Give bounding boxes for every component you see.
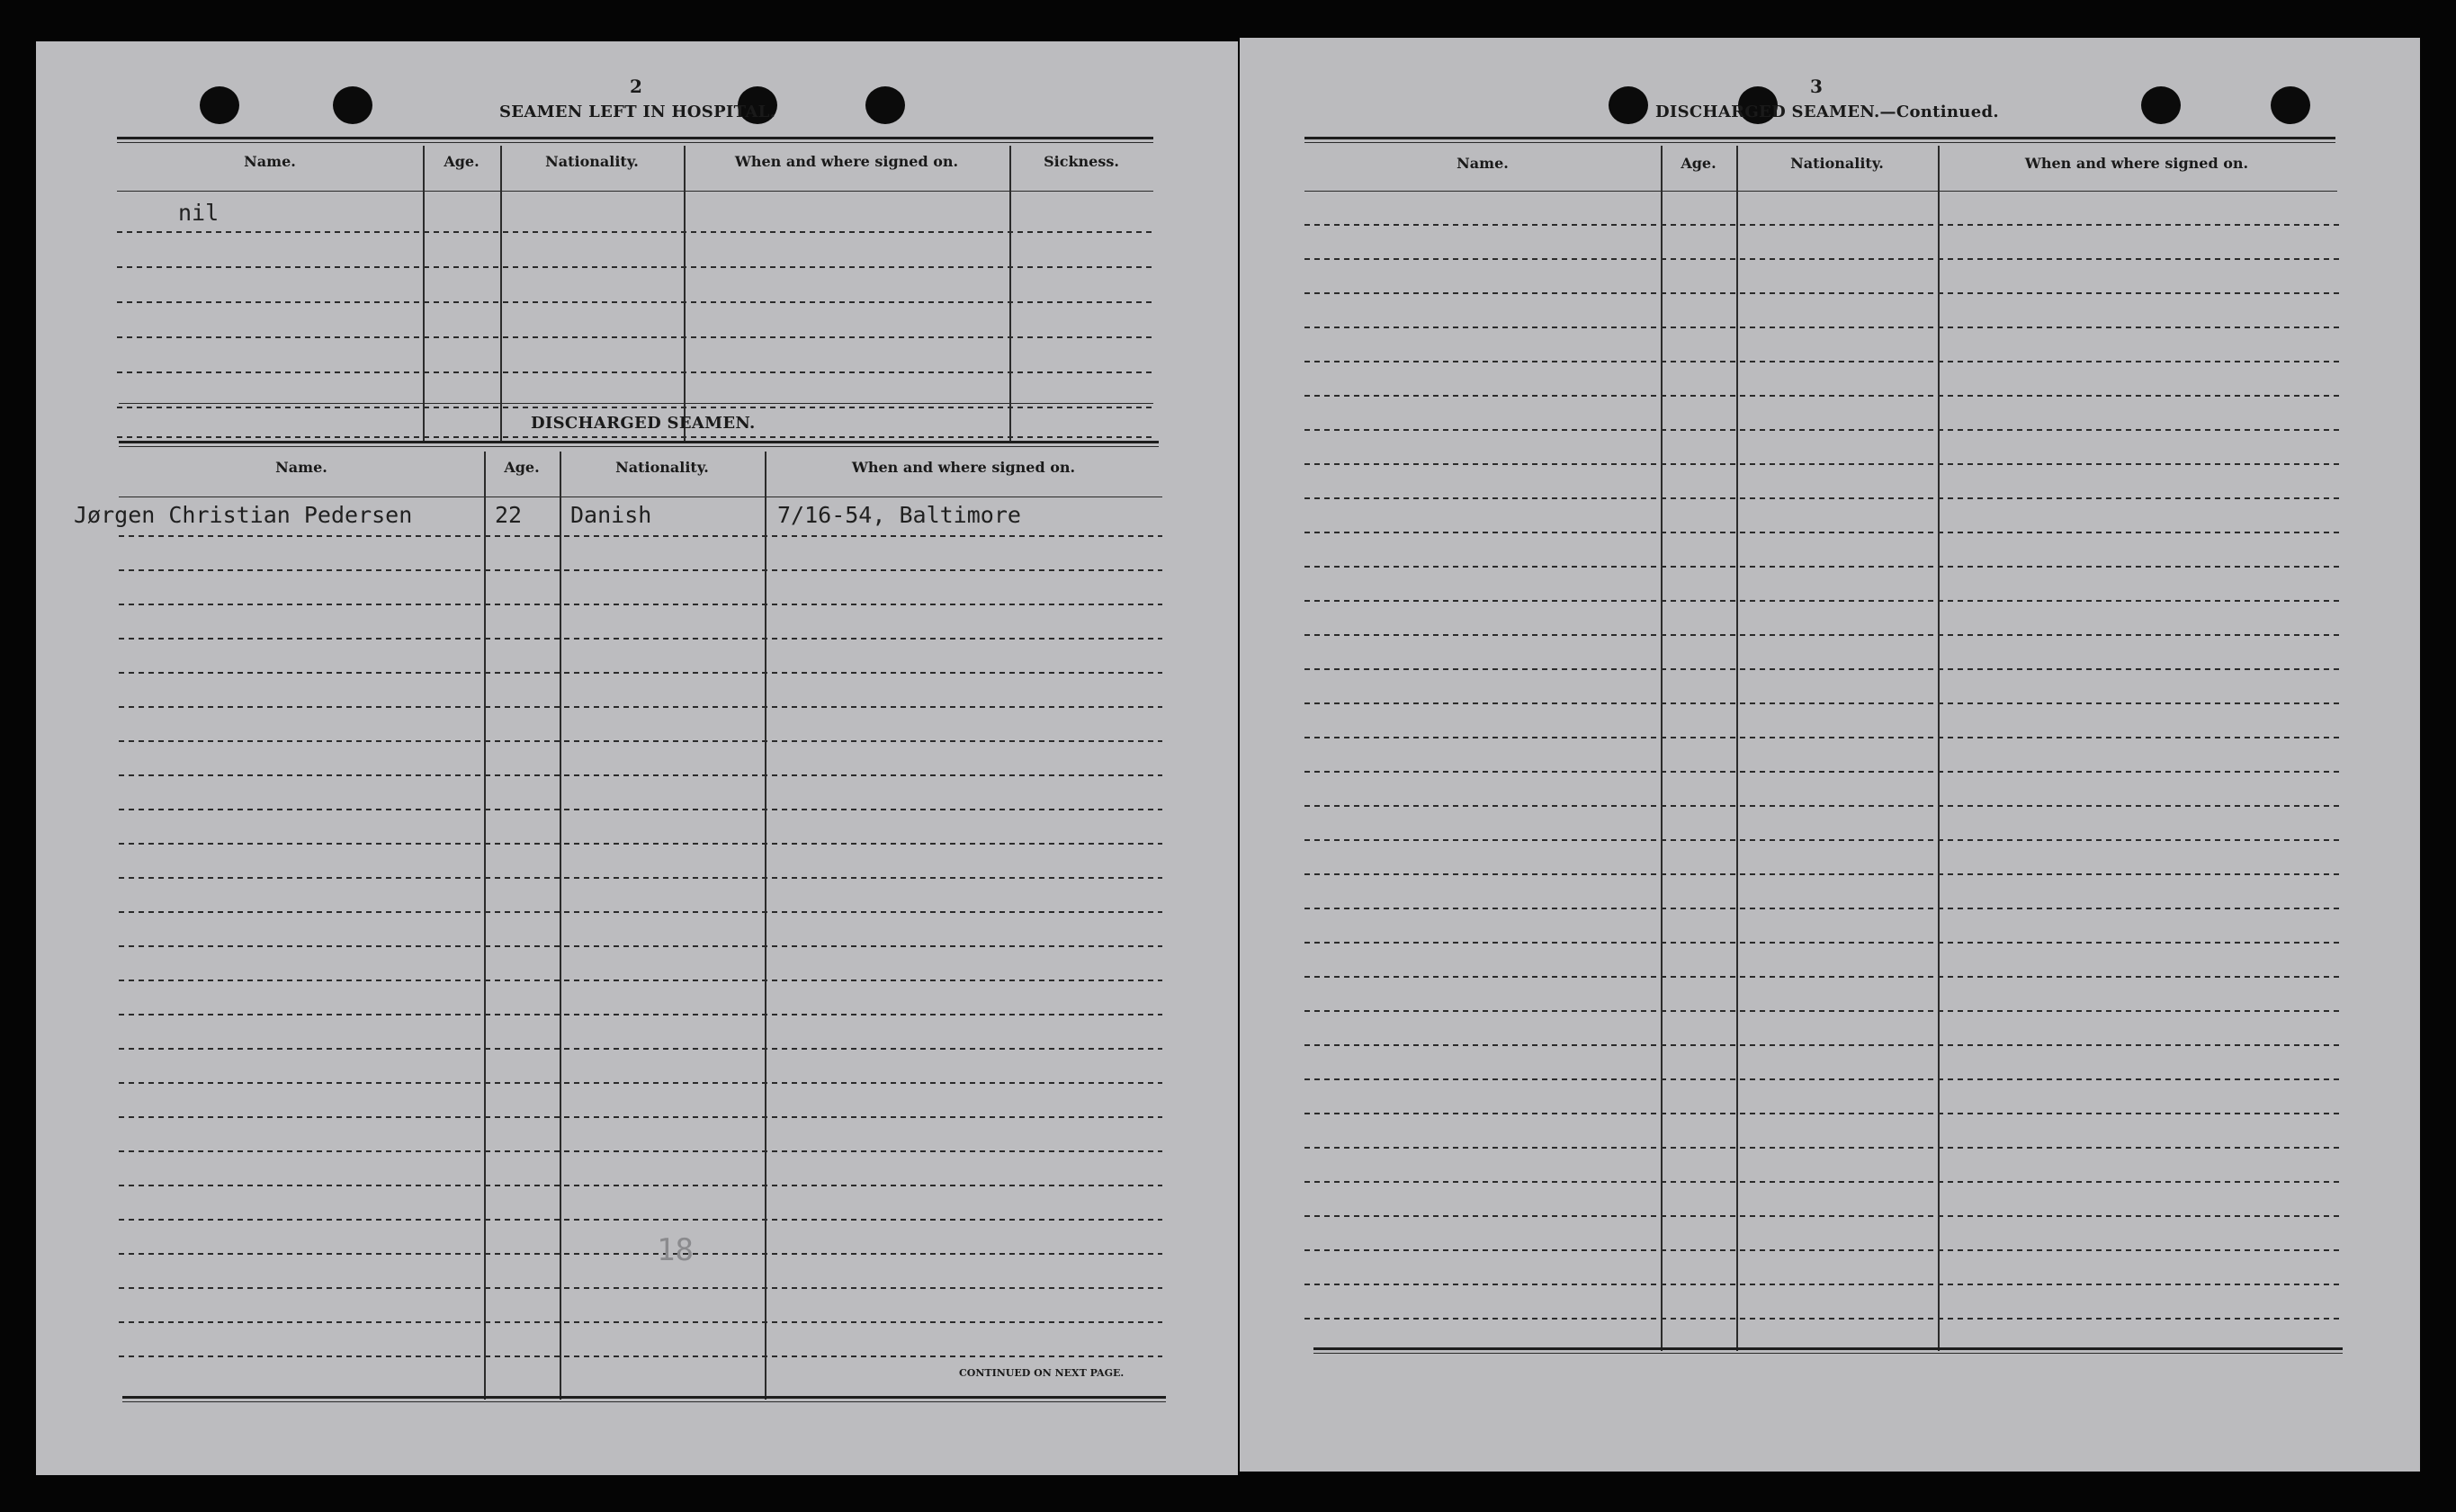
col-header-signed-on: When and where signed on. bbox=[734, 153, 959, 170]
punch-hole bbox=[2271, 86, 2310, 124]
punch-hole bbox=[200, 86, 239, 124]
col-header-signed-on: When and where signed on. bbox=[851, 459, 1076, 476]
page-number: 3 bbox=[1810, 76, 1823, 97]
discharged-section-title: DISCHARGED SEAMEN. bbox=[531, 414, 756, 433]
header-underline bbox=[1304, 191, 2337, 192]
section-rule bbox=[119, 403, 1153, 404]
table-top-rule bbox=[1304, 137, 2335, 139]
col-header-age: Age. bbox=[444, 153, 480, 170]
seaman-age: 22 bbox=[495, 502, 523, 528]
seaman-signed-on: 7/16-54, Baltimore bbox=[777, 502, 1021, 528]
col-header-sickness: Sickness. bbox=[1044, 153, 1119, 170]
seaman-name: Jørgen Christian Pedersen bbox=[74, 502, 413, 528]
table-bottom-rule bbox=[122, 1396, 1166, 1399]
faint-stamp-mark: 18 bbox=[657, 1232, 694, 1268]
discharged-continued-title: DISCHARGED SEAMEN.—Continued. bbox=[1655, 103, 1999, 121]
col-header-name: Name. bbox=[1457, 155, 1509, 172]
hospital-dotted-lines bbox=[117, 221, 1153, 446]
table-bottom-rule-2 bbox=[1313, 1353, 2343, 1354]
table-top-rule bbox=[117, 137, 1153, 139]
discharged-dotted-lines bbox=[119, 527, 1162, 1391]
right-page bbox=[1240, 38, 2420, 1472]
continued-note: CONTINUED ON NEXT PAGE. bbox=[959, 1367, 1125, 1379]
punch-hole bbox=[2141, 86, 2181, 124]
col-header-name: Name. bbox=[275, 459, 327, 476]
col-header-signed-on: When and where signed on. bbox=[2024, 155, 2249, 172]
table-bottom-rule-2 bbox=[122, 1401, 1166, 1402]
header-underline bbox=[117, 191, 1153, 192]
table-top-rule bbox=[119, 441, 1159, 443]
table-bottom-rule bbox=[1313, 1347, 2343, 1350]
col-header-nationality: Nationality. bbox=[615, 459, 709, 476]
continued-dotted-lines bbox=[1304, 218, 2341, 1351]
punch-hole bbox=[865, 86, 905, 124]
col-header-nationality: Nationality. bbox=[545, 153, 639, 170]
table-top-rule-2 bbox=[119, 446, 1159, 447]
left-page bbox=[36, 41, 1238, 1475]
col-header-nationality: Nationality. bbox=[1790, 155, 1884, 172]
punch-hole bbox=[333, 86, 372, 124]
table-top-rule-2 bbox=[1304, 142, 2335, 143]
col-header-name: Name. bbox=[244, 153, 296, 170]
seaman-nationality: Danish bbox=[570, 502, 652, 528]
col-header-age: Age. bbox=[504, 459, 540, 476]
hospital-entry: nil bbox=[178, 200, 220, 226]
col-header-age: Age. bbox=[1681, 155, 1717, 172]
punch-hole bbox=[1609, 86, 1648, 124]
hospital-section-title: SEAMEN LEFT IN HOSPITAL. bbox=[499, 103, 776, 121]
table-top-rule-2 bbox=[117, 142, 1153, 143]
page-number: 2 bbox=[630, 76, 642, 97]
